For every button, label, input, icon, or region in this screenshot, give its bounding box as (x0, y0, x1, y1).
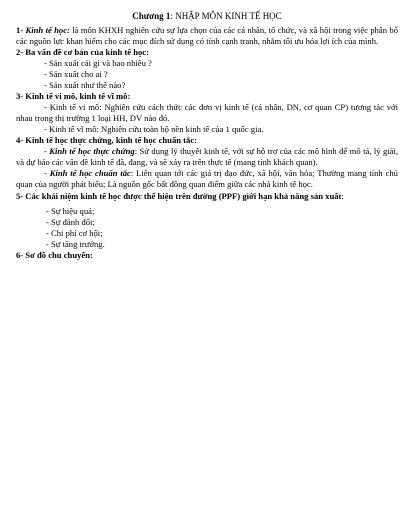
section-5-item: - Sự tăng trưởng. (46, 239, 105, 249)
section-5-item: - Sự đánh đổi; (46, 217, 95, 227)
section-4-positive (16, 146, 398, 168)
section-5-item: - Sự hiệu quả; (46, 206, 95, 216)
chapter-title (16, 11, 398, 22)
section-4-positive-text: : Sử dụng lý thuyết kinh tế, với sự hỗ trợ của các mô hình để mô tả, lý giải, và dự báo các vấn đề kinh tế đã, đang, và sẽ xảy ra trên thực tế (mang tính khách quan). (16, 146, 398, 167)
section-4-normative-text: : Liên quan tới các giá trị đạo đức, xã hội, văn hóa; Thường mang tính chủ quan của người phát biểu; Là nguồn gốc bất đồng quan điểm giữa các nhà kinh tế học. (16, 168, 398, 189)
section-1-text: là môn KHXH nghiên cứu sự lựa chọn của các cá nhân, tổ chức, và xã hội trong việc phân bổ các nguồn lực khan hiếm cho các mục đích sử dụng có tính cạnh tranh, nhằm tối ưu hóa lợi ích của mình. (16, 25, 398, 46)
section-2-item: - Sản xuất cái gì và bao nhiêu ? (44, 58, 152, 68)
section-3-macro: - Kinh tế vĩ mô: Nghiên cứu toàn bộ nền kinh tế của 1 quốc gia. (44, 124, 264, 134)
document-page (16, 11, 398, 261)
chapter-title-text: : NHẬP MÔN KINH TẾ HỌC (170, 11, 282, 21)
section-4-normative-term: - Kinh tế học chuẩn tắc (44, 168, 131, 178)
section-1-number: 1- (16, 25, 26, 35)
section-6-heading: 6- Sơ đồ chu chuyển: (16, 250, 93, 260)
section-2-item: - Sản xuất cho ai ? (44, 69, 108, 79)
section-4-heading: 4- Kinh tế học thực chứng, kinh tế học chuẩn tắc: (16, 135, 198, 145)
section-1-definition (16, 25, 398, 47)
section-2-item: - Sản xuất như thế nào? (44, 80, 126, 90)
section-5-item: - Chi phí cơ hội; (46, 228, 103, 238)
section-3-heading: 3- Kinh tế vi mô, kinh tế vĩ mô: (16, 91, 131, 101)
section-5-heading-text: 5- Các khái niệm kinh tế học được thể hiện trên đường (PPF) giới hạn khả năng sản xuất (16, 191, 342, 201)
section-2-heading: 2- Ba vấn đề cơ bản của kinh tế học: (16, 47, 149, 57)
chapter-label: Chương 1 (132, 11, 171, 21)
section-5-heading (16, 191, 398, 202)
section-3-micro: - Kinh tế vi mô: Nghiên cứu cách thức các đơn vị kinh tế (cá nhân, DN, cơ quan CP) tương tác với nhau trong thị trường 1 loại HH, DV nào đó. (16, 102, 398, 123)
section-1-term: Kinh tế học: (25, 25, 70, 35)
section-4-normative (16, 168, 398, 190)
section-5-heading-colon: : (341, 191, 344, 201)
section-4-positive-term: - Kinh tế học thực chứng (44, 146, 135, 156)
